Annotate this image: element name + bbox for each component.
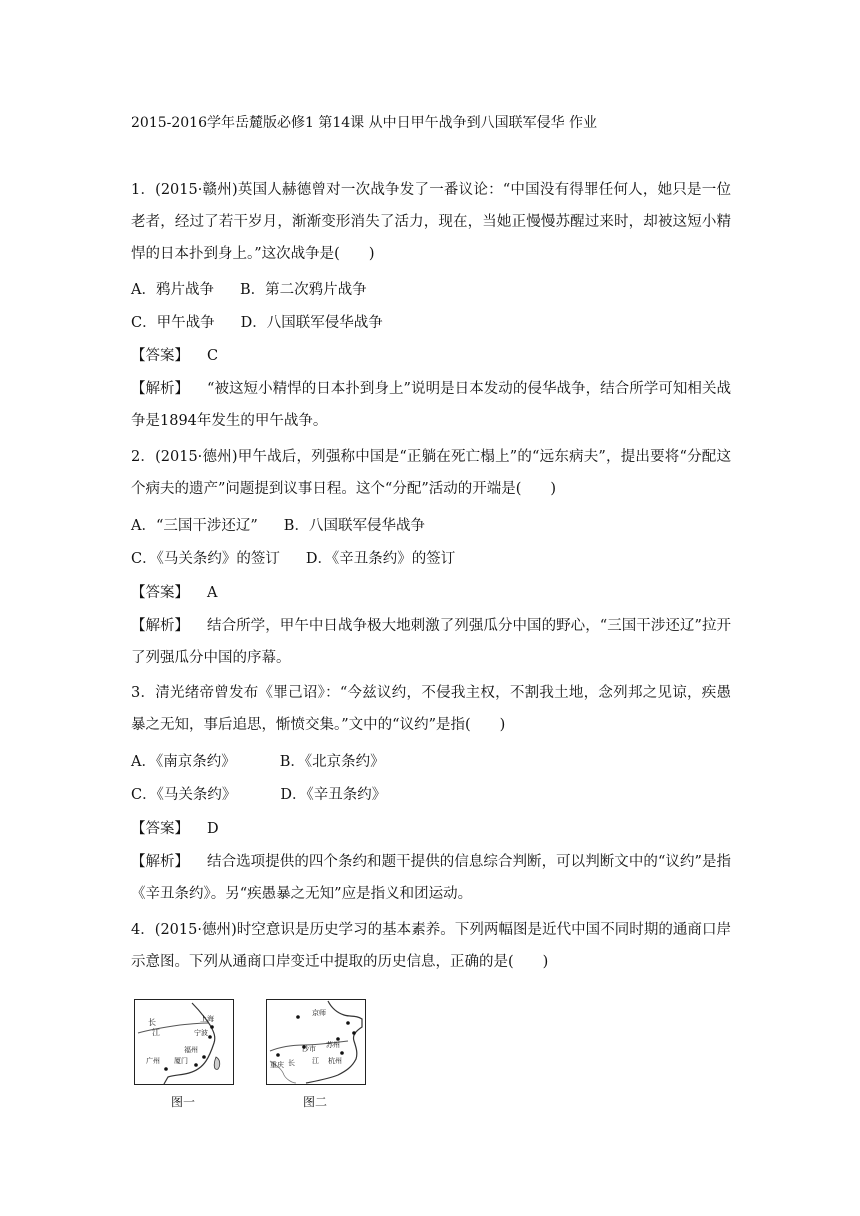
option-d: D．八国联军侵华战争 [240, 315, 383, 331]
answer-value: D [207, 821, 219, 837]
map-label: 沙市 [302, 1045, 316, 1053]
figure-1-map-drawing [134, 999, 234, 1085]
map-label: 福州 [184, 1046, 198, 1054]
analysis-label: 【解析】 [131, 618, 189, 634]
map-label: 重庆 [270, 1061, 284, 1069]
question-1-analysis [131, 373, 731, 437]
analysis-text: 结合选项提供的四个条约和题干提供的信息综合判断，可以判断文中的“议约”是指《辛丑条约》。另“疾愚暴之无知”应是指义和团运动。 [131, 854, 731, 902]
map-label: 长 [288, 1059, 295, 1067]
question-3-stem: 3．清光绪帝曾发布《罪己诏》：“今兹议约，不侵我主权，不割我土地，念列邦之见谅，疾愚暴之无知，事后追思，惭愤交集。”文中的“议约”是指( ) [131, 685, 731, 733]
question-3-options-row-1 [131, 746, 385, 778]
question-2-options-row-1 [131, 510, 425, 542]
option-d: D．《辛丑条约》的签订 [305, 551, 456, 567]
question-2-analysis [131, 610, 731, 674]
option-b: B．《北京条约》 [279, 754, 385, 770]
figure-2-map-drawing [266, 999, 366, 1085]
option-d: D．《辛丑条约》 [280, 787, 387, 803]
map-label: 长 [148, 1018, 156, 1027]
question-3-options-row-2 [131, 779, 386, 811]
map-label: 广州 [146, 1057, 160, 1065]
answer-value: C [207, 348, 219, 364]
map-label: 京师 [312, 1009, 326, 1017]
figure-2-caption: 图二 [303, 1095, 328, 1109]
option-c: C．甲午战争 [131, 315, 215, 331]
map-label: 江 [152, 1028, 160, 1037]
map-label: 宁波 [194, 1029, 208, 1037]
analysis-label: 【解析】 [131, 381, 189, 397]
analysis-text: “被这短小精悍的日本扑到身上”说明是日本发动的侵华战争，结合所学可知相关战争是1894年发生的甲午战争。 [131, 381, 731, 429]
option-c: C．《马关条约》的签订 [131, 551, 280, 567]
document-title: 2015-2016学年岳麓版必修1 第14课 从中日甲午战争到八国联军侵华 作业 [131, 115, 598, 131]
answer-label: 【答案】 [131, 821, 189, 837]
option-c: C．《马关条约》 [131, 787, 237, 803]
answer-label: 【答案】 [131, 348, 189, 364]
answer-label: 【答案】 [131, 585, 189, 601]
question-2-answer [131, 577, 217, 609]
analysis-text: 结合所学，甲午中日战争极大地刺激了列强瓜分中国的野心，“三国干涉还辽”拉开了列强瓜分中国的序幕。 [131, 618, 731, 666]
map-label: 江 [312, 1057, 319, 1065]
question-1-answer [131, 340, 218, 372]
map-label: 杭州 [328, 1057, 342, 1065]
option-b: B．八国联军侵华战争 [283, 518, 425, 534]
question-3-analysis [131, 846, 731, 910]
question-1-options-row-1 [131, 274, 367, 306]
figure-1-caption: 图一 [171, 1095, 196, 1109]
question-4-stem: 4．(2015·德州)时空意识是历史学习的基本素养。下列两幅图是近代中国不同时期的通商口岸示意图。下列从通商口岸变迁中提取的历史信息，正确的是( ) [131, 922, 731, 970]
question-2-stem: 2．(2015·德州)甲午战后，列强称中国是“正躺在死亡榻上”的“远东病夫”，提出要将“分配这个病夫的遗产”问题提到议事日程。这个“分配”活动的开端是( ) [131, 449, 731, 497]
analysis-label: 【解析】 [131, 854, 189, 870]
option-a: A．《南京条约》 [131, 754, 236, 770]
map-label: 厦门 [174, 1057, 188, 1065]
map-label: 上海 [200, 1015, 214, 1023]
answer-value: A [207, 585, 218, 601]
option-a: A．“三国干涉还辽” [131, 518, 258, 534]
figure-1-map [134, 999, 234, 1085]
option-a: A．鸦片战争 [131, 282, 214, 298]
question-2-options-row-2 [131, 543, 455, 575]
map-label: 苏州 [326, 1041, 340, 1049]
question-3-answer [131, 813, 219, 845]
figure-2-map [266, 999, 366, 1085]
question-1-stem: 1．(2015·赣州)英国人赫德曾对一次战争发了一番议论：“中国没有得罪任何人，她只是一位老者，经过了若干岁月，渐渐变形消失了活力，现在，当她正慢慢苏醒过来时，却被这短小精悍的日本扑到身上。”这次战争是( ) [131, 182, 731, 262]
option-b: B．第二次鸦片战争 [239, 282, 367, 298]
question-1-options-row-2 [131, 307, 383, 339]
